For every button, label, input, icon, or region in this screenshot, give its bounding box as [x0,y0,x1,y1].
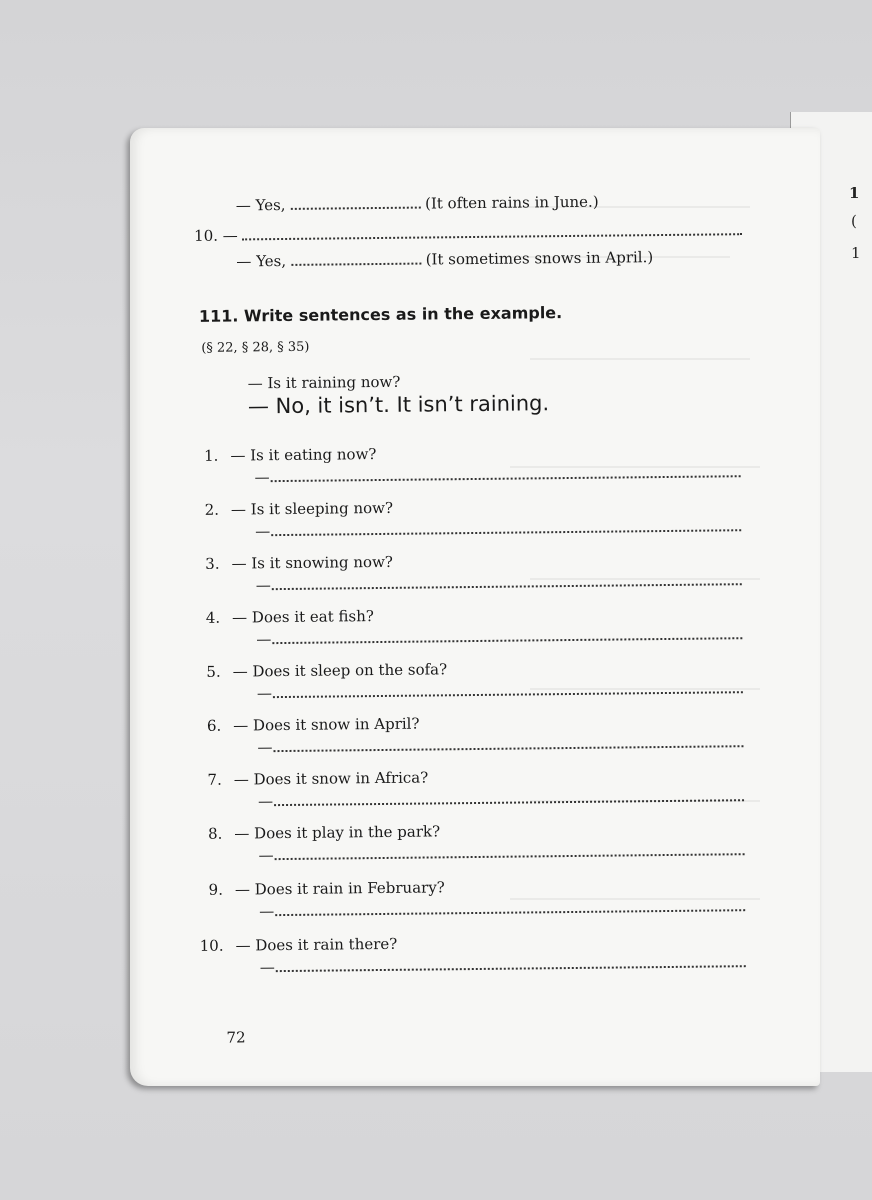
answer-blank[interactable] [274,787,744,806]
exercise-item [189,875,769,921]
item-number: 10. [199,936,224,955]
item-number: 7. [207,770,222,789]
item-question: — Does it snow in Africa? [233,768,429,789]
exercise-item [184,441,764,487]
answer-blank[interactable] [275,897,745,916]
item-number: 9. [208,880,224,899]
workbook-page [130,128,820,1086]
example-question: — Is it raining now? [247,372,401,393]
answer-blank[interactable] [271,517,741,536]
exercise-item [187,657,767,703]
item-question: — Does it rain there? [235,934,398,955]
item-number: 1. [203,446,219,465]
page-number: 72 [226,1028,246,1047]
exercise-item [189,931,769,977]
item-number: 6. [206,716,222,735]
exercise-title: 111. Write sentences as in the example. [198,303,563,326]
answer-blank[interactable] [272,571,742,590]
dash: — [258,846,274,865]
example-answer: — No, it isn’t. It isn’t raining. [247,391,550,419]
dash: — [222,226,238,245]
prev-answer-line [236,193,599,215]
item-number: 4. [205,608,221,627]
answer-blank[interactable] [290,195,420,210]
dash: — [259,958,275,977]
page-content [130,128,820,1086]
exercise-item [188,819,768,865]
hint-text: (It sometimes snows in April.) [425,248,654,269]
exercise-item [186,603,766,649]
dash: — [257,792,274,811]
item-number: 5. [206,662,221,681]
item-question: — Does it rain in February? [234,878,445,899]
item-question: — Is it snowing now? [231,552,394,573]
item-question: — Does it eat fish? [232,607,374,627]
dash: — [256,684,272,703]
answer-blank[interactable] [274,841,744,860]
item-number: 3. [205,554,220,573]
dash: — [257,738,273,757]
item-number: 10. [194,226,219,245]
item-number: 2. [204,500,220,519]
item-question: — Is it eating now? [230,445,377,465]
prev-answer-line [236,248,653,270]
exercise-item [185,549,765,595]
item-number: 8. [207,824,223,843]
answer-blank[interactable] [272,625,742,644]
item-question: — Is it sleeping now? [230,498,394,519]
next-page-fragment: ( [851,212,857,230]
dash: — [255,576,271,595]
next-page-fragment: 1 [851,244,861,262]
answer-blank[interactable] [276,953,746,972]
exercise-item [188,765,768,811]
item-question: — Does it snow in April? [233,714,420,735]
answer-blank[interactable] [273,679,743,698]
exercise-item [185,495,765,541]
dash: — [256,630,272,649]
answer-blank[interactable] [273,733,743,752]
item-question: — Does it play in the park? [234,822,441,843]
dash: — [254,468,270,487]
answer-blank[interactable] [242,221,742,240]
answer-prefix: — Yes, [236,251,287,271]
exercise-item [187,711,767,757]
prev-item-10 [194,221,743,245]
answer-blank[interactable] [291,251,421,266]
dash: — [259,902,275,921]
answer-prefix: — Yes, [235,195,286,215]
item-question: — Does it sleep on the sofa? [232,660,448,681]
answer-blank[interactable] [271,463,741,482]
dash: — [255,522,271,541]
hint-text: (It often rains in June.) [424,192,599,213]
exercise-references: (§ 22, § 28, § 35) [201,339,310,356]
next-page-fragment: 1 [849,184,860,202]
